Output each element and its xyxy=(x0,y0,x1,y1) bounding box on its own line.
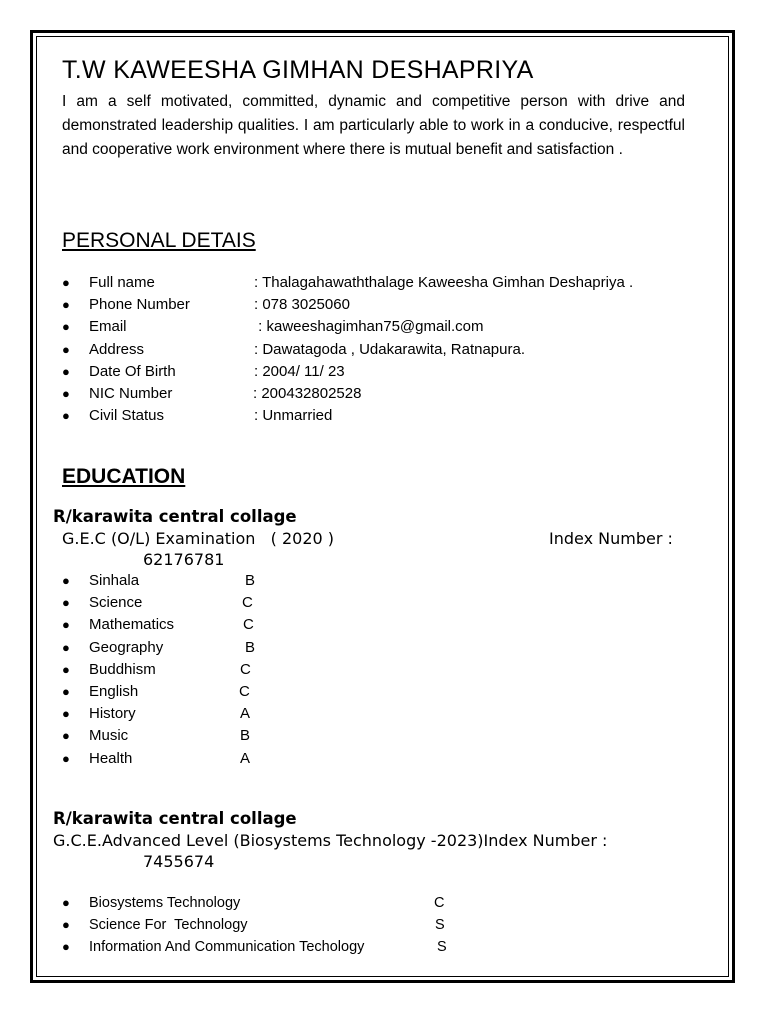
detail-value: : Thalagahawaththalage Kaweesha Gimhan Deshapriya . xyxy=(254,274,634,291)
al-school-name: R/karawita central collage xyxy=(53,809,297,828)
intro-paragraph: I am a self motivated, committed, dynamic and competitive person with drive and demonstrated leadership qualities. I am particularly able to work in a conducive, respectful and cooperative work environment where there is mutual benefit and satisfaction . xyxy=(62,93,685,158)
candidate-name: T.W KAWEESHA GIMHAN DESHAPRIYA xyxy=(62,56,534,84)
bullet-icon: ● xyxy=(62,319,70,335)
subject-grade: B xyxy=(245,572,256,589)
detail-value: : kaweeshagimhan75@gmail.com xyxy=(254,318,484,336)
bullet-icon: ● xyxy=(62,408,70,424)
subject-name: Geography xyxy=(89,638,164,656)
al-index-number: 7455674 xyxy=(143,852,215,871)
subject-grade: A xyxy=(240,705,251,723)
subject-grade: C xyxy=(242,594,253,612)
detail-label: NIC Number xyxy=(89,384,173,402)
subject-grade: C xyxy=(434,895,445,911)
bullet-icon: ● xyxy=(62,275,70,290)
education-heading: EDUCATION xyxy=(62,465,186,488)
subject-name: Information And Communication Techology xyxy=(89,939,365,956)
bullet-icon: ● xyxy=(62,750,70,766)
subject-name: Science xyxy=(89,594,143,612)
subject-name: Mathematics xyxy=(89,616,175,634)
ol-school-name: R/karawita central collage xyxy=(53,507,297,526)
detail-label: Date Of Birth xyxy=(89,362,176,380)
subject-grade: S xyxy=(435,917,445,934)
subject-name: Health xyxy=(89,749,133,767)
subject-grade: B xyxy=(245,638,256,656)
subject-name: Science For Technology xyxy=(89,917,248,934)
bullet-icon: ● xyxy=(62,363,70,379)
subject-grade: C xyxy=(239,682,250,700)
subject-grade: B xyxy=(240,727,251,745)
al-exam-title: G.C.E.Advanced Level (Biosystems Technology -2023)Index Number : xyxy=(53,831,608,850)
personal-details-heading: PERSONAL DETAIS xyxy=(62,229,256,252)
detail-label: Civil Status xyxy=(89,407,165,425)
bullet-icon: ● xyxy=(62,895,70,910)
subject-grade: A xyxy=(240,749,251,767)
bullet-icon: ● xyxy=(62,728,70,744)
bullet-icon: ● xyxy=(62,639,70,655)
bullet-icon: ● xyxy=(62,385,70,401)
subject-name: Biosystems Technology xyxy=(89,895,241,911)
detail-label: Email xyxy=(89,318,127,336)
bullet-icon: ● xyxy=(62,617,70,633)
detail-value: : 200432802528 xyxy=(253,384,362,402)
subject-name: Sinhala xyxy=(89,572,140,589)
detail-label: Full name xyxy=(89,274,155,291)
bullet-icon: ● xyxy=(62,573,70,588)
detail-value: : 2004/ 11/ 23 xyxy=(254,362,345,380)
bullet-icon: ● xyxy=(62,706,70,722)
bullet-icon: ● xyxy=(62,297,70,313)
bullet-icon: ● xyxy=(62,595,70,611)
bullet-icon: ● xyxy=(62,661,70,677)
subject-name: History xyxy=(89,705,136,723)
detail-value: : Dawatagoda , Udakarawita, Ratnapura. xyxy=(254,340,525,358)
bullet-icon: ● xyxy=(62,939,70,955)
ol-exam-title: G.E.C (O/L) Examination ( 2020 ) xyxy=(62,529,335,548)
detail-value: : 078 3025060 xyxy=(254,296,350,314)
ol-index-number: 62176781 xyxy=(143,550,225,569)
subject-grade: C xyxy=(240,660,251,678)
detail-label: Address xyxy=(89,340,145,358)
detail-label: Phone Number xyxy=(89,296,190,314)
bullet-icon: ● xyxy=(62,683,70,699)
subject-name: English xyxy=(89,682,139,700)
subject-name: Music xyxy=(89,727,129,745)
detail-value: : Unmarried xyxy=(254,407,333,425)
bullet-icon: ● xyxy=(62,341,70,357)
subject-grade: S xyxy=(437,939,447,956)
bullet-icon: ● xyxy=(62,917,70,933)
subject-name: Buddhism xyxy=(89,660,156,678)
ol-index-label: Index Number : xyxy=(549,529,673,548)
subject-grade: C xyxy=(243,616,254,634)
